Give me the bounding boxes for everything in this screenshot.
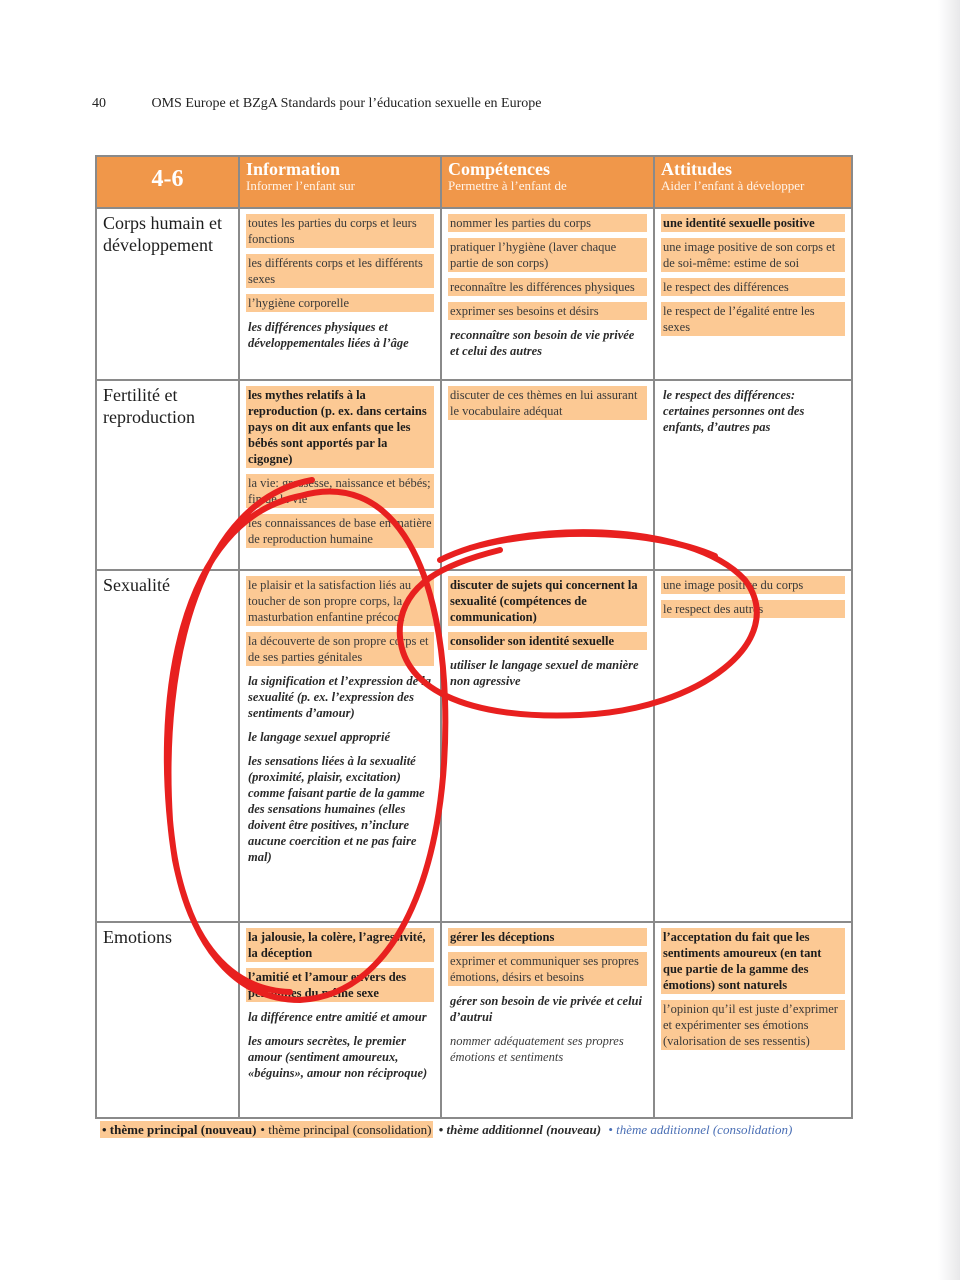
topic-item: les mythes relatifs à la reproduction (p. ex. dans certains pays on dit aux enfants que les bébés sont apportés par la cigogne) bbox=[246, 386, 434, 468]
topic-item: le langage sexuel approprié bbox=[248, 730, 391, 744]
topic-item: discuter de ces thèmes en lui assurant le vocabulaire adéquat bbox=[448, 386, 647, 420]
table-header-row bbox=[96, 156, 852, 208]
page-header-title: OMS Europe et BZgA Standards pour l’éducation sexuelle en Europe bbox=[151, 96, 542, 111]
age-group-label: 4-6 bbox=[151, 166, 184, 192]
column-subtitle: Informer l’enfant sur bbox=[246, 178, 356, 193]
cell-information bbox=[239, 922, 441, 1118]
topic-item: l’opinion qu’il est juste d’exprimer et expérimenter ses émotions (valorisation de ses ressentis) bbox=[661, 1000, 845, 1050]
topic-item: une identité sexuelle positive bbox=[661, 214, 845, 232]
legend-main-consolidation: • thème principal (consolidation) bbox=[260, 1122, 432, 1137]
column-subtitle: Permettre à l’enfant de bbox=[448, 178, 567, 193]
topic-item: gérer les déceptions bbox=[448, 928, 647, 946]
cell-attitudes bbox=[654, 922, 852, 1118]
column-subtitle: Aider l’enfant à développer bbox=[661, 178, 805, 193]
topic-item: nommer les parties du corps bbox=[448, 214, 647, 232]
age-group-cell bbox=[96, 156, 239, 208]
table-row bbox=[96, 922, 852, 1118]
cell-information bbox=[239, 208, 441, 380]
topic-item: la signification et l’expression de la sexualité (p. ex. l’expression des sentiments d’amour) bbox=[248, 674, 431, 720]
cell-competences bbox=[441, 380, 654, 570]
topic-item: le respect des différences bbox=[661, 278, 845, 296]
topic-item: les amours secrètes, le premier amour (sentiment amoureux, «béguins», amour non réciproque) bbox=[248, 1034, 428, 1080]
legend-additional-consolidation: • thème additionnel (consolidation) bbox=[608, 1122, 793, 1137]
cell-competences bbox=[441, 922, 654, 1118]
cell-attitudes bbox=[654, 208, 852, 380]
topic-item: le plaisir et la satisfaction liés au toucher de son propre corps, la masturbation enfantine précoce bbox=[246, 576, 434, 626]
cell-attitudes bbox=[654, 570, 852, 922]
table-row bbox=[96, 208, 852, 380]
topic-item: le respect des autres bbox=[661, 600, 845, 618]
page-number: 40 bbox=[92, 96, 106, 111]
cell-attitudes bbox=[654, 380, 852, 570]
topic-item: pratiquer l’hygiène (laver chaque partie de son corps) bbox=[448, 238, 647, 272]
column-header-information bbox=[239, 156, 441, 208]
legend-additional-new: • thème additionnel (nouveau) bbox=[438, 1122, 602, 1137]
column-title: Attitudes bbox=[661, 159, 732, 179]
cell-competences bbox=[441, 208, 654, 380]
topic-item: les sensations liées à la sexualité (proximité, plaisir, excitation) comme faisant partie de la gamme des sensations humaines (elles doivent être positives, n’inclure aucune coercition et ne pas faire mal) bbox=[248, 754, 425, 864]
topic-item: le respect de l’égalité entre les sexes bbox=[661, 302, 845, 336]
topic-item: l’amitié et l’amour envers des personnes du même sexe bbox=[246, 968, 434, 1002]
topic-item: la découverte de son propre corps et de ses parties génitales bbox=[246, 632, 434, 666]
topic-item: exprimer et communiquer ses propres émotions, désirs et besoins bbox=[448, 952, 647, 986]
topic-item: les connaissances de base en matière de reproduction humaine bbox=[246, 514, 434, 548]
column-header-competences bbox=[441, 156, 654, 208]
row-category: Corps humain et développement bbox=[96, 208, 239, 380]
column-header-attitudes bbox=[654, 156, 852, 208]
cell-information bbox=[239, 570, 441, 922]
topic-item: les différents corps et les différents sexes bbox=[246, 254, 434, 288]
topic-item: utiliser le langage sexuel de manière non agressive bbox=[450, 658, 639, 688]
topic-item: une image positive du corps bbox=[661, 576, 845, 594]
topic-item: discuter de sujets qui concernent la sexualité (compétences de communication) bbox=[448, 576, 647, 626]
topic-item: une image positive de son corps et de soi-même: estime de soi bbox=[661, 238, 845, 272]
page-header bbox=[92, 96, 541, 112]
table-row bbox=[96, 380, 852, 570]
topic-item: la jalousie, la colère, l’agressivité, la déception bbox=[246, 928, 434, 962]
row-category: Emotions bbox=[96, 922, 239, 1118]
table-row bbox=[96, 570, 852, 922]
cell-competences bbox=[441, 570, 654, 922]
topic-item: la différence entre amitié et amour bbox=[248, 1010, 427, 1024]
curriculum-table bbox=[95, 155, 853, 1119]
page-edge-shadow bbox=[938, 0, 960, 1280]
topic-item: l’hygiène corporelle bbox=[246, 294, 434, 312]
topic-item: toutes les parties du corps et leurs fonctions bbox=[246, 214, 434, 248]
column-title: Compétences bbox=[448, 159, 550, 179]
topic-item: nommer adéquatement ses propres émotions et sentiments bbox=[450, 1034, 624, 1064]
cell-information bbox=[239, 380, 441, 570]
topic-item: reconnaître son besoin de vie privée et celui des autres bbox=[450, 328, 635, 358]
topic-item: l’acceptation du fait que les sentiments amoureux (en tant que partie de la gamme des émotions) sont naturels bbox=[661, 928, 845, 994]
legend-main-new: • thème principal (nouveau) bbox=[102, 1122, 257, 1137]
legend bbox=[100, 1122, 794, 1138]
topic-item: exprimer ses besoins et désirs bbox=[448, 302, 647, 320]
topic-item: la vie: grossesse, naissance et bébés; fin de la vie bbox=[246, 474, 434, 508]
topic-item: reconnaître les différences physiques bbox=[448, 278, 647, 296]
topic-item: le respect des différences: certaines personnes ont des enfants, d’autres pas bbox=[663, 388, 805, 434]
row-category: Sexualité bbox=[96, 570, 239, 922]
topic-item: gérer son besoin de vie privée et celui d’autrui bbox=[450, 994, 642, 1024]
topic-item: consolider son identité sexuelle bbox=[448, 632, 647, 650]
topic-item: les différences physiques et développementales liées à l’âge bbox=[248, 320, 409, 350]
row-category: Fertilité et reproduction bbox=[96, 380, 239, 570]
column-title: Information bbox=[246, 159, 340, 179]
